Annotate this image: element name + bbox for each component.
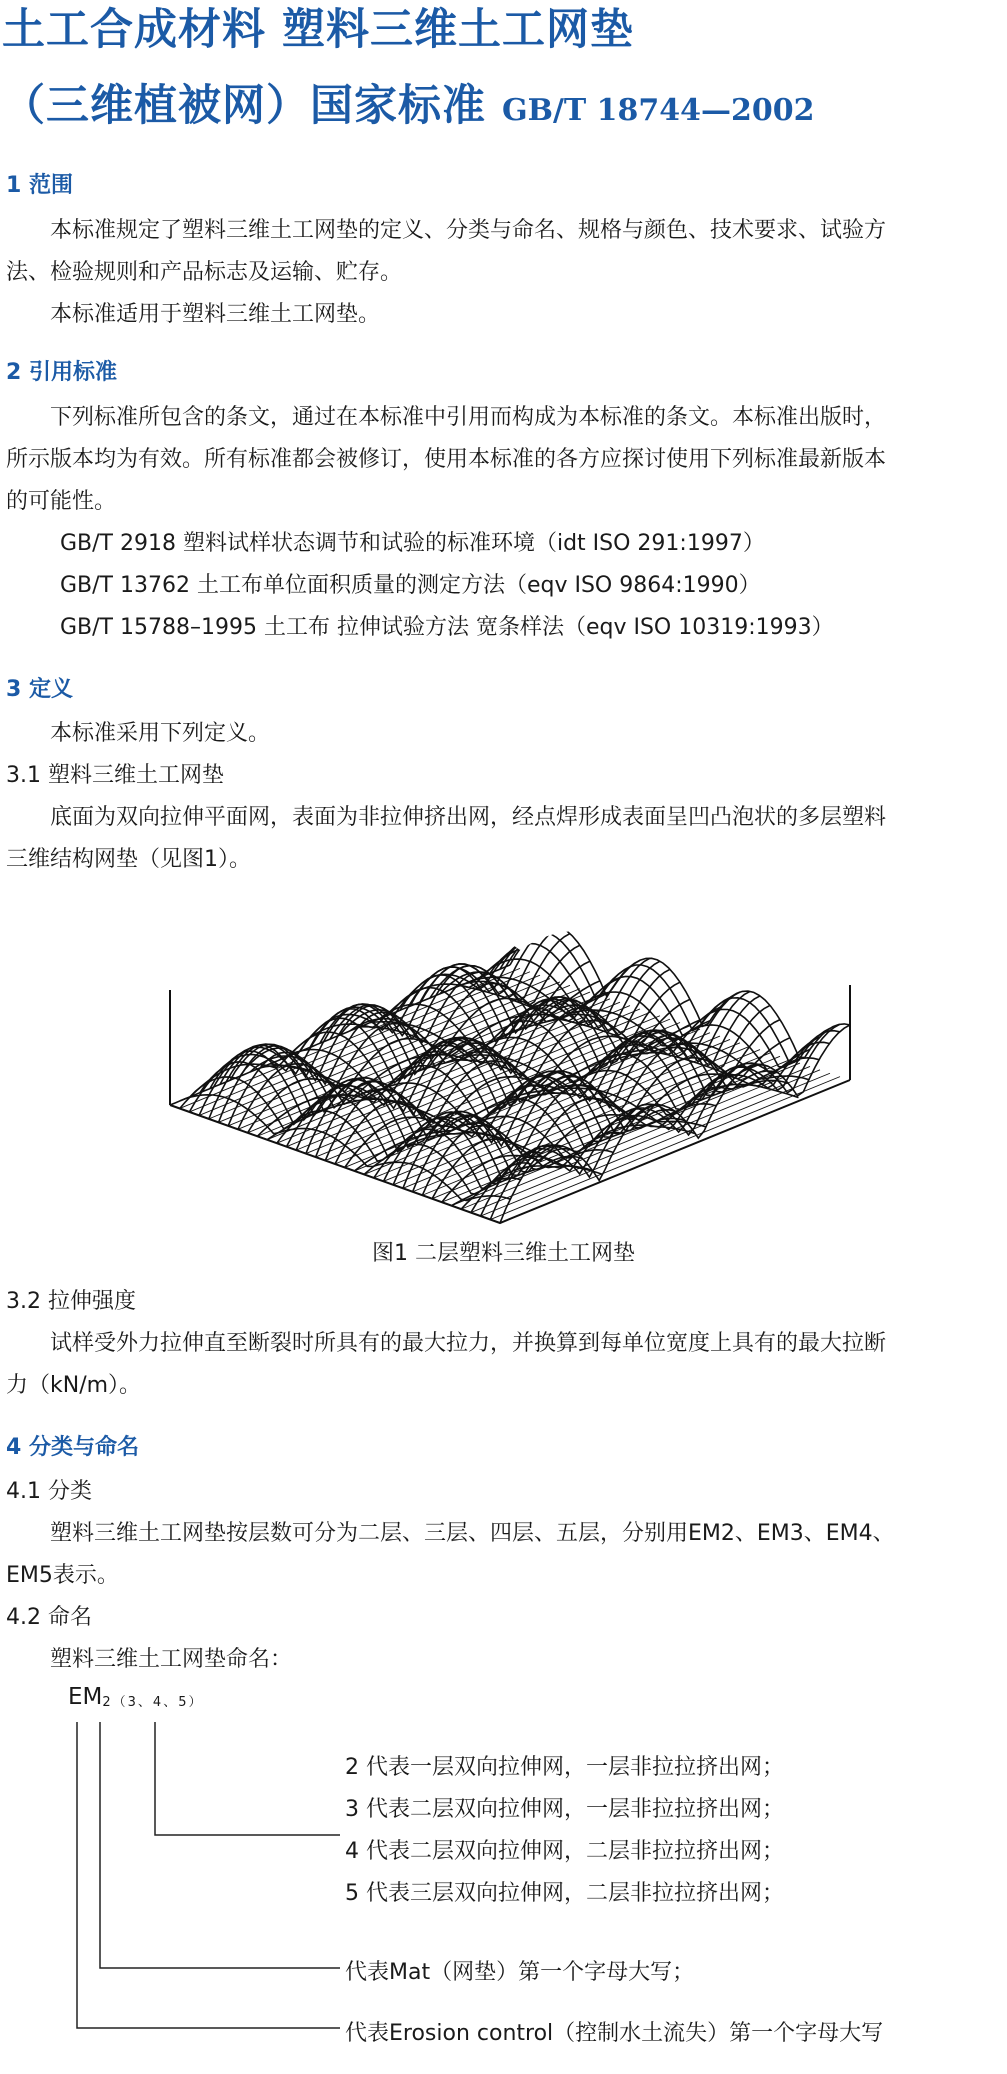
naming-label-2: 2 代表一层双向拉伸网，一层非拉拉挤出网； (345, 1755, 784, 1780)
reference-item: GB/T 15788–1995 土工布 拉伸试验方法 宽条样法（eqv ISO 10319:1993） (60, 615, 834, 640)
section-1-para-1a: 本标准规定了塑料三维土工网垫的定义、分类与命名、规格与颜色、技术要求、试验方 (50, 218, 887, 243)
base-grid-line (209, 979, 550, 1119)
doc-title-line1: 土工合成材料 塑料三维土工网垫 (2, 5, 634, 55)
base-grid-line (442, 1060, 790, 1202)
naming-mark-main: EM (68, 1684, 103, 1710)
figure-geomat-illustration (160, 905, 860, 1225)
section-2-para-1c: 的可能性。 (6, 489, 117, 514)
base-grid-line (199, 975, 540, 1115)
section-1-para-2: 本标准适用于塑料三维土工网垫。 (50, 302, 381, 327)
naming-connector-lines (0, 1700, 400, 2040)
naming-mark-sub: 2（3、4、5） (102, 1695, 204, 1710)
section-3-2-para-b: 力（kN/m）。 (6, 1373, 142, 1398)
section-4-1-para-a: 塑料三维土工网垫按层数可分为二层、三层、四层、五层，分别用EM2、EM3、EM4、 (50, 1521, 895, 1546)
section-4-1-para-b: EM5表示。 (6, 1563, 119, 1588)
section-3-intro: 本标准采用下列定义。 (50, 721, 271, 746)
section-3-1-title: 3.1 塑料三维土工网垫 (6, 763, 224, 788)
section-2-para-1a: 下列标准所包含的条文，通过在本标准中引用而构成为本标准的条文。本标准出版时， (50, 405, 887, 430)
section-2-para-1b: 所示版本均为有效。所有标准都会被修订，使用本标准的各方应探讨使用下列标准最新版本 (6, 447, 887, 472)
reference-item: GB/T 2918 塑料试样状态调节和试验的标准环境（idt ISO 291:1997） (60, 531, 765, 556)
section-3-2-title: 3.2 拉伸强度 (6, 1289, 136, 1314)
section-3-2-para-a: 试样受外力拉伸直至断裂时所具有的最大拉力，并换算到每单位宽度上具有的最大拉断 (50, 1331, 887, 1356)
naming-label-m: 代表Mat（网垫）第一个字母大写； (345, 1960, 695, 1985)
naming-label-4: 4 代表二层双向拉伸网，二层非拉拉挤出网； (345, 1839, 784, 1864)
doc-title-text: （三维植被网）国家标准 (2, 81, 486, 131)
section-3-1-para-b: 三维结构网垫（见图1）。 (6, 847, 251, 872)
section-4-2-intro: 塑料三维土工网垫命名： (50, 1647, 293, 1672)
mesh-strand (452, 1060, 801, 1206)
base-grid-line (481, 1073, 830, 1216)
standard-code: GB/T 18744—2002 (501, 93, 815, 128)
section-2-heading: 2 引用标准 (6, 360, 117, 385)
doc-title-line2 (2, 78, 815, 139)
section-1-heading: 1 范围 (6, 173, 73, 198)
section-4-1-title: 4.1 分类 (6, 1479, 92, 1504)
figure-1-caption: 图1 二层塑料三维土工网垫 (372, 1241, 635, 1266)
reference-item: GB/T 13762 土工布单位面积质量的测定方法（eqv ISO 9864:1990） (60, 573, 761, 598)
section-3-1-para-a: 底面为双向拉伸平面网，表面为非拉伸挤出网，经点焊形成表面呈凹凸泡状的多层塑料 (50, 805, 887, 830)
naming-label-e: 代表Erosion control（控制水土流失）第一个字母大写 (345, 2021, 884, 2046)
section-4-heading: 4 分类与命名 (6, 1435, 139, 1460)
naming-label-3: 3 代表二层双向拉伸网，一层非拉拉挤出网； (345, 1797, 784, 1822)
section-3-heading: 3 定义 (6, 677, 73, 702)
section-4-2-title: 4.2 命名 (6, 1605, 92, 1630)
section-1-para-1b: 法、检验规则和产品标志及运输、贮存。 (6, 260, 403, 285)
naming-label-5: 5 代表三层双向拉伸网，二层非拉拉挤出网； (345, 1881, 784, 1906)
